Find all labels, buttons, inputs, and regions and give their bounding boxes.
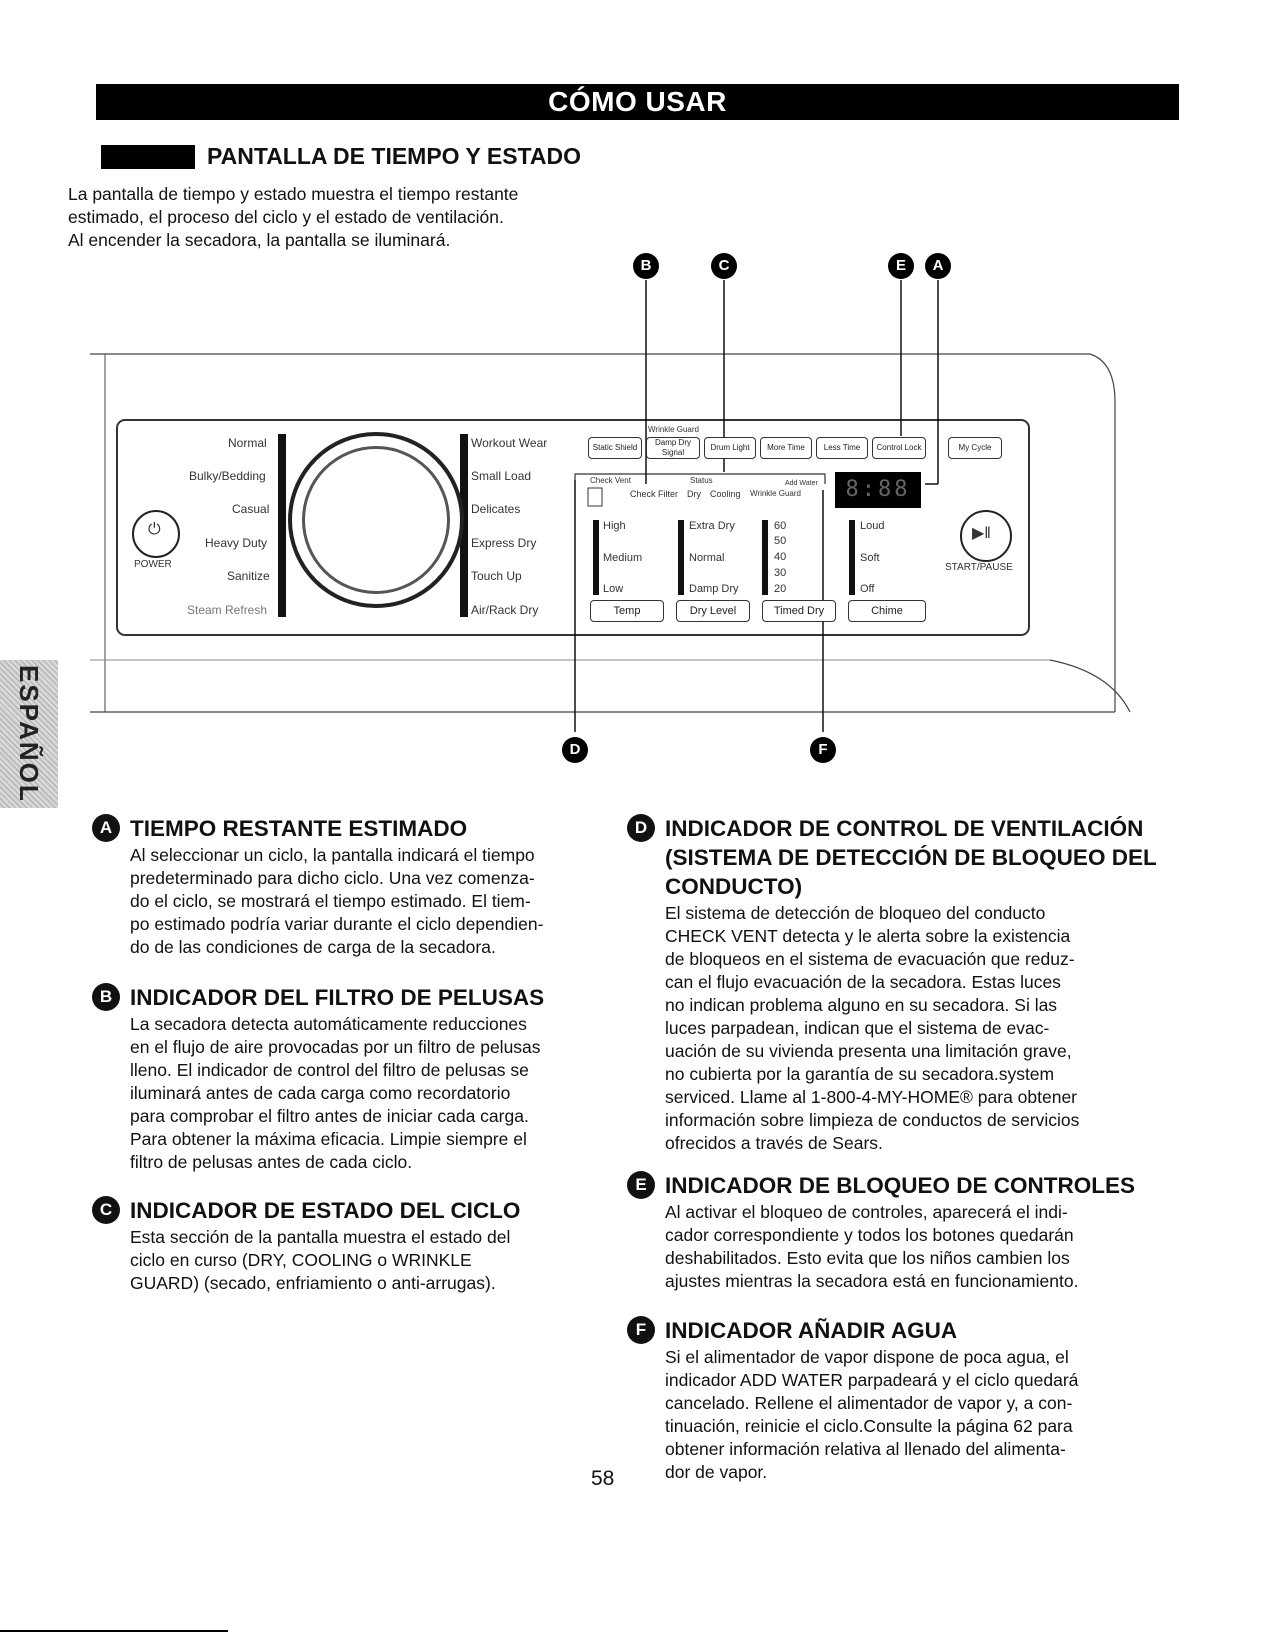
dry-level-button[interactable]: Dry Level	[676, 600, 750, 622]
item-d-line: información sobre limpieza de conductos de servicios	[665, 1110, 1080, 1130]
item-a-line: do el ciclo, se mostrará el tiempo estimado. El tiem-	[130, 891, 531, 911]
item-d-line: uación de su vivienda presenta una limitación grave,	[665, 1041, 1072, 1061]
callout-a: A	[925, 253, 951, 279]
time-level-30: 30	[774, 567, 787, 579]
item-b-body	[130, 1013, 612, 1174]
item-d-line: no cubierta por la garantía de su secadora.system	[665, 1064, 1055, 1084]
item-a-line: po estimado podría variar durante el ciclo dependien-	[130, 914, 544, 934]
item-d-line: no indican problema alguno en su secadora. Si las	[665, 995, 1058, 1015]
item-f-title: INDICADOR AÑADIR AGUA	[665, 1318, 958, 1343]
chime-level-soft: Soft	[860, 552, 880, 564]
temp-level-medium: Medium	[603, 552, 643, 564]
cycle-delicates[interactable]: Delicates	[471, 502, 521, 516]
check-vent-label: Check Vent	[590, 476, 631, 485]
badge-a: A	[92, 814, 120, 842]
damp-dry-signal-button[interactable]: Damp Dry Signal	[646, 437, 700, 459]
item-e-line: ajustes mientras la secadora está en funcionamiento.	[665, 1271, 1079, 1291]
item-b-line: lleno. El indicador de control del filtro de pelusas se	[130, 1060, 529, 1080]
play-pause-icon: ▶‖	[972, 525, 991, 542]
section-banner: CÓMO USAR	[96, 84, 1179, 120]
cycle-workout-wear[interactable]: Workout Wear	[471, 436, 548, 450]
badge-b: B	[92, 983, 120, 1011]
temp-level-low: Low	[603, 583, 624, 595]
item-f-line: Si el alimentador de vapor dispone de poca agua, el	[665, 1347, 1069, 1367]
language-side-label: ESPAÑOL	[14, 665, 44, 803]
chime-button[interactable]: Chime	[848, 600, 926, 622]
cycle-steam-refresh[interactable]: Steam Refresh	[187, 603, 268, 617]
add-water-label: Add Water	[785, 480, 818, 487]
intro-line: La pantalla de tiempo y estado muestra el tiempo restante	[68, 184, 519, 204]
item-d-line: can el flujo evacuación de la secadora. Estas luces	[665, 972, 1061, 992]
item-d	[627, 814, 1167, 1155]
temp-level-high: High	[603, 520, 626, 532]
item-b-line: La secadora detecta automáticamente reducciones	[130, 1014, 527, 1034]
cycle-dial-inner-ring	[302, 446, 450, 594]
item-e	[627, 1171, 1167, 1293]
status-label: Status	[690, 476, 713, 485]
item-e-title: INDICADOR DE BLOQUEO DE CONTROLES	[665, 1173, 1136, 1198]
temp-button[interactable]: Temp	[590, 600, 664, 622]
start-pause-label: START/PAUSE	[945, 562, 1013, 573]
badge-f: F	[627, 1316, 655, 1344]
timed-dry-button[interactable]: Timed Dry	[762, 600, 836, 622]
item-c-title: INDICADOR DE ESTADO DEL CICLO	[130, 1198, 521, 1223]
status-cooling: Cooling	[710, 489, 741, 499]
my-cycle-button[interactable]: My Cycle	[948, 437, 1002, 459]
item-b-line: iluminará antes de cada carga como recordatorio	[130, 1083, 511, 1103]
item-d-title-line: (SISTEMA DE DETECCIÓN DE BLOQUEO DEL	[665, 845, 1157, 870]
callout-d: D	[562, 737, 588, 763]
item-a-line: Al seleccionar un ciclo, la pantalla indicará el tiempo	[130, 845, 535, 865]
cycle-normal[interactable]: Normal	[228, 436, 267, 450]
cycle-sanitize[interactable]: Sanitize	[227, 569, 270, 583]
badge-e: E	[627, 1171, 655, 1199]
time-level-60: 60	[774, 520, 787, 532]
cycle-bulky-bedding[interactable]: Bulky/Bedding	[189, 469, 266, 483]
item-a-body	[130, 844, 612, 959]
item-c-line: GUARD) (secado, enfriamiento o anti-arrugas).	[130, 1273, 496, 1293]
item-e-body	[665, 1201, 1167, 1293]
more-time-button[interactable]: More Time	[760, 437, 812, 459]
item-b-line: en el flujo de aire provocadas por un filtro de pelusas	[130, 1037, 541, 1057]
callout-c: C	[711, 253, 737, 279]
power-icon: ⏻	[148, 521, 161, 538]
item-f-line: dor de vapor.	[665, 1462, 768, 1482]
drum-light-button[interactable]: Drum Light	[704, 437, 756, 459]
item-d-title-line: CONDUCTO)	[665, 874, 803, 899]
section-marker-bar	[101, 145, 195, 169]
item-c	[92, 1196, 612, 1295]
item-d-title-line: INDICADOR DE CONTROL DE VENTILACIÓN	[665, 816, 1144, 841]
item-a-title: TIEMPO RESTANTE ESTIMADO	[130, 816, 468, 841]
page-number: 58	[591, 1467, 615, 1490]
item-b-line: para comprobar el filtro antes de iniciar cada carga.	[130, 1106, 529, 1126]
status-check-filter: Check Filter	[630, 489, 679, 499]
status-wrinkle-guard: Wrinkle Guard	[750, 489, 801, 498]
item-f-line: cancelado. Rellene el alimentador de vapor y, a con-	[665, 1393, 1073, 1413]
cycle-small-load[interactable]: Small Load	[471, 469, 532, 483]
item-f-line: tinuación, reinicie el ciclo.Consulte la página 62 para	[665, 1416, 1073, 1436]
callout-e: E	[888, 253, 914, 279]
item-c-body	[130, 1226, 612, 1295]
control-lock-button[interactable]: Control Lock	[872, 437, 926, 459]
section-title: PANTALLA DE TIEMPO Y ESTADO	[207, 143, 581, 169]
cycle-heavy-duty[interactable]: Heavy Duty	[205, 536, 268, 550]
callout-b: B	[633, 253, 659, 279]
intro-paragraph	[68, 183, 628, 252]
cycle-air-rack-dry[interactable]: Air/Rack Dry	[471, 603, 539, 617]
chime-level-off: Off	[860, 583, 875, 595]
cycle-express-dry[interactable]: Express Dry	[471, 536, 537, 550]
power-label: POWER	[134, 559, 172, 570]
item-d-line: El sistema de detección de bloqueo del conducto	[665, 903, 1046, 923]
item-a	[92, 814, 612, 959]
intro-line: estimado, el proceso del ciclo y el estado de ventilación.	[68, 207, 504, 227]
item-f-body	[665, 1346, 1167, 1484]
intro-line: Al encender la secadora, la pantalla se iluminará.	[68, 230, 451, 250]
status-dry: Dry	[687, 489, 701, 499]
badge-d: D	[627, 814, 655, 842]
item-c-line: ciclo en curso (DRY, COOLING o WRINKLE	[130, 1250, 472, 1270]
wrinkle-guard-label: Wrinkle Guard	[648, 425, 699, 434]
item-d-line: de bloqueos en el sistema de evacuación que reduz-	[665, 949, 1075, 969]
item-d-line: serviced. Llame al 1-800-4-MY-HOME® para obtener	[665, 1087, 1078, 1107]
item-d-line: ofrecidos a través de Sears.	[665, 1133, 883, 1153]
badge-c: C	[92, 1196, 120, 1224]
time-remaining-display: 8:88	[835, 472, 921, 508]
item-b-line: filtro de pelusas antes de cada ciclo.	[130, 1152, 413, 1172]
item-e-line: cador correspondiente y todos los botones quedarán	[665, 1225, 1074, 1245]
cycle-casual[interactable]: Casual	[232, 502, 270, 516]
item-f	[627, 1316, 1167, 1484]
item-b-line: Para obtener la máxima eficacia. Limpie siempre el	[130, 1129, 527, 1149]
item-e-line: Al activar el bloqueo de controles, aparecerá el indi-	[665, 1202, 1068, 1222]
static-shield-button[interactable]: Static Shield	[588, 437, 642, 459]
item-f-line: obtener información relativa al llenado del alimenta-	[665, 1439, 1066, 1459]
item-d-line: CHECK VENT detecta y le alerta sobre la existencia	[665, 926, 1071, 946]
item-d-line: luces parpadean, indican que el sistema de evac-	[665, 1018, 1050, 1038]
item-d-body	[665, 902, 1167, 1155]
less-time-button[interactable]: Less Time	[816, 437, 868, 459]
dry-level-damp-dry: Damp Dry	[689, 583, 739, 595]
callout-f: F	[810, 737, 836, 763]
time-level-40: 40	[774, 551, 787, 563]
footer-rule	[0, 1630, 228, 1632]
item-b-title: INDICADOR DEL FILTRO DE PELUSAS	[130, 985, 545, 1010]
item-b	[92, 983, 612, 1174]
item-a-line: do de las condiciones de carga de la secadora.	[130, 937, 496, 957]
dry-level-normal: Normal	[689, 552, 725, 564]
panel-outline	[90, 262, 1190, 802]
dry-level-extra-dry: Extra Dry	[689, 520, 735, 532]
item-a-line: predeterminado para dicho ciclo. Una vez comenza-	[130, 868, 535, 888]
cycle-touch-up[interactable]: Touch Up	[471, 569, 522, 583]
item-e-line: deshabilitados. Esto evita que los niños cambien los	[665, 1248, 1070, 1268]
chime-level-loud: Loud	[860, 520, 885, 532]
item-c-line: Esta sección de la pantalla muestra el estado del	[130, 1227, 511, 1247]
item-f-line: indicador ADD WATER parpadeará y el ciclo quedará	[665, 1370, 1079, 1390]
time-level-20: 20	[774, 583, 787, 595]
time-level-50: 50	[774, 535, 787, 547]
control-panel-diagram	[90, 257, 1190, 802]
